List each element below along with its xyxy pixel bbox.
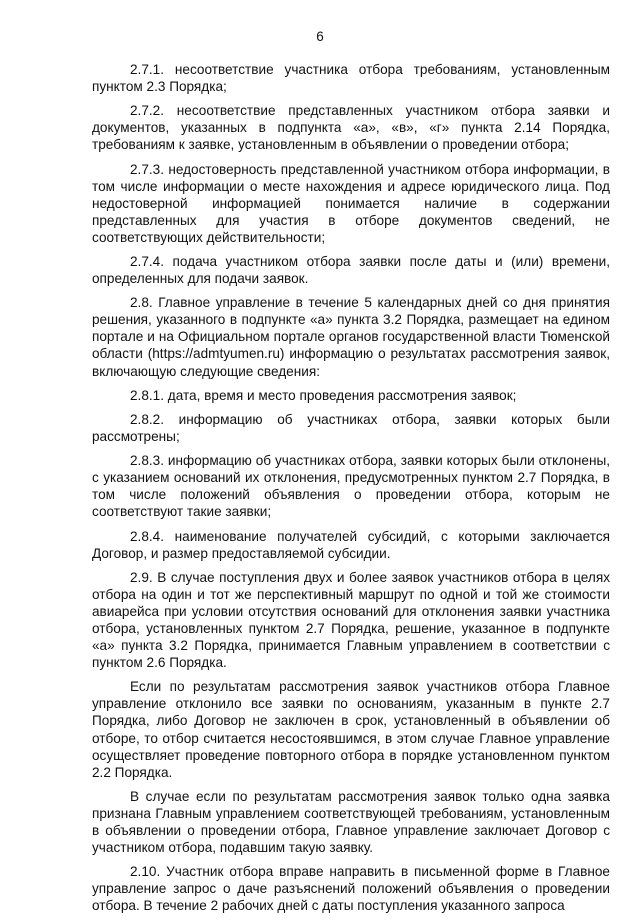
paragraph-2-8-4: 2.8.4. наименование получателей субсидий, с которыми заключается Договор, и размер предоставляемой субсидии. xyxy=(92,528,610,561)
paragraph-2-8-3: 2.8.3. информацию об участниках отбора, заявки которых были отклонены, с указанием оснований их отклонения, предусмотренных пунктом 2.7 Порядка, в том числе положений объявления о проведении отбора, которым не соответствуют такие заявки; xyxy=(92,453,610,520)
page-number: 6 xyxy=(316,29,324,44)
paragraph-2-7-4: 2.7.4. подача участником отбора заявки после даты и (или) времени, определенных для подачи заявок. xyxy=(92,254,610,287)
paragraph-2-8-2: 2.8.2. информацию об участниках отбора, заявки которых были рассмотрены; xyxy=(92,411,610,445)
paragraph-2-9-single-application: В случае если по результатам рассмотрения заявок только одна заявка признана Главным управлением соответствующей требованиям, установленным в объявлении о проведении отбора, Главное управление заключает Договор с участником отбора, подавшим такую заявку. xyxy=(92,788,610,855)
paragraph-2-9-failed-selection: Если по результатам рассмотрения заявок участников отбора Главное управление отклонило все заявки по основаниям, указанным в пункте 2.7 Порядка, либо Договор не заключен в срок, установленный в объявлении об отборе, то отбор считается несостоявшимся, в этом случае Главное управление осуществляет проведение повторного отбора в порядке установленном пунктом 2.2 Порядка. xyxy=(92,679,610,780)
paragraph-2-8: 2.8. Главное управление в течение 5 календарных дней со дня принятия решения, указанного в подпункте «а» пункта 3.2 Порядка, размещает на едином портале и на Официальном портале органов государственной власти Тюменской области (https://admtyumen.ru) информацию о результатах рассмотрения заявок, включающую следующие сведения: xyxy=(92,295,610,379)
paragraph-2-8-1: 2.8.1. дата, время и место проведения рассмотрения заявок; xyxy=(130,387,517,403)
paragraph-2-7-1: 2.7.1. несоответствие участника отбора требованиям, установленным пунктом 2.3 Порядка; xyxy=(92,62,610,95)
paragraph-2-9: 2.9. В случае поступления двух и более заявок участников отбора в целях отбора на один и тот же перспективный маршрут по одной и той же стоимости авиарейса при условии отсутствия оснований для отклонения заявки участника отбора, установленных пунктом 2.7 Порядка, решение, указанное в подпункте «а» пункта 3.2 Порядка, принимается Главным управлением в соответствии с пунктом 2.6 Порядка. xyxy=(92,569,610,671)
paragraph-2-10: 2.10. Участник отбора вправе направить в письменной форме в Главное управление запрос о даче разъяснений положений объявления о проведении отбора. В течение 2 рабочих дней с даты поступления указанного запроса xyxy=(92,864,610,914)
document-body xyxy=(92,61,610,922)
paragraph-2-7-3: 2.7.3. недостоверность представленной участником отбора информации, в том числе информации о месте нахождения и адресе юридического лица. Под недостоверной информацией понимается наличие в содержании представленных для участия в отборе документов сведений, не соответствующих действительности; xyxy=(92,161,610,245)
paragraph-2-7-2: 2.7.2. несоответствие представленных участником отбора заявки и документов, указанных в подпункта «а», «в», «г» пункта 2.14 Порядка, требованиям к заявке, установленным в объявлении о проведении отбора; xyxy=(92,103,610,153)
